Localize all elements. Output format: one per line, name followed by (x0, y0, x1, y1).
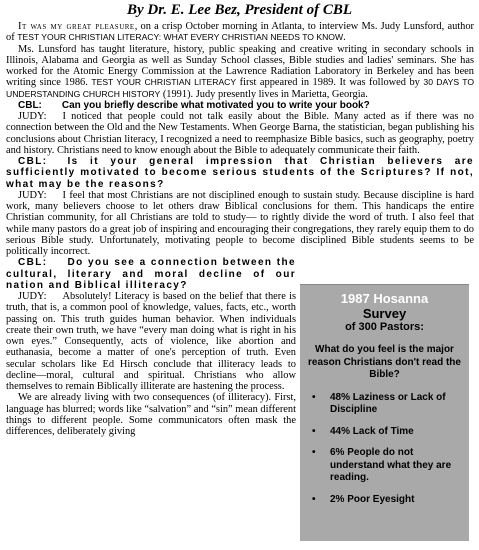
bullet-icon: • (312, 447, 316, 458)
book-title: TEST YOUR CHRISTIAN LITERACY: WHAT EVERY CHRISTIAN NEEDS TO KNOW (17, 32, 344, 43)
survey-sidebar (300, 284, 469, 541)
survey-result-item: • 6% People do not understand what they are reading. (312, 447, 452, 483)
bullet-icon: • (312, 493, 316, 505)
intro-paragraph: It was my great pleasure, on a crisp October morning in Atlanta, to interview Ms. Judy Lunsford, author of TEST YOUR CHRISTIAN LITERACY: WHAT EVERY CHRISTIAN NEEDS TO KNOW. (6, 21, 475, 44)
question-3: CBL: Do you see a connection between the cultural, literary and moral decline of our nation and Biblical illiteracy? (6, 257, 296, 291)
bullet-icon: • (312, 391, 316, 403)
answer-2: JUDY: I feel that most Christians are not disciplined enough to sustain study. Because discipline is hard work, many believers choose to let others draw Biblical conclusions for them. This handicaps the entire Christian community, for all Christians are told to study— to rightly divide the word of truth. I also feel that while many pastors do a great job of inspiring and encouraging their congregations, they rarely equip them to do serious Bible study. Unfortunately, motivating people to become disciplined Bible students seems to be politically incorrect. (6, 189, 474, 257)
book-title: TEST YOUR CHRISTIAN LITERACY (91, 77, 237, 88)
survey-result-item: • 2% Poor Eyesight (312, 493, 415, 505)
survey-result-item: • 44% Lack of Time (312, 425, 414, 437)
bio-paragraph: Ms. Lunsford has taught literature, history, public speaking and creative writing in secondary schools in Illinois, Alabama and Georgia as well as Sunday School classes, Bible studies and ladies' seminars. She has worked for the Atomic Energy Commission at the Lawrence Radiation Laboratory in Berkeley and has been writing since 1986. TEST YOUR CHRISTIAN LITERACY first appeared in 1989. It was followed by 30 DAYS TO UNDERSTANDING CHURCH HISTORY (1991). Judy presently lives in Marietta, Georgia. (6, 43, 475, 100)
survey-subtitle: of 300 Pastors: (345, 321, 424, 333)
survey-title-line2: Survey (362, 306, 407, 321)
closing-paragraph: We are already living with two consequences (of illiteracy). First, language has blurred; words like “salvation” and “sin” mean different things to different people. Some communicators often mask the differences, deliberately giving (6, 392, 296, 437)
answer-2-wrap (6, 190, 474, 258)
survey-title: 1987 Hosanna (340, 291, 429, 306)
question-2: CBL: Is it your general impression that Christian believers are sufficiently motivated to become serious students of the Scriptures? If not, what may be the reasons? (6, 156, 474, 190)
survey-result-item: • 48% Laziness or Lack of Discipline (312, 391, 446, 415)
survey-results (300, 392, 469, 507)
bullet-icon: • (312, 425, 316, 437)
survey-question: What do you feel is the major reason Christians don't read the Bible? (308, 344, 461, 380)
byline: By Dr. E. Lee Bez, President of CBL (127, 2, 352, 18)
intro-lead: It was my great pleasure (18, 21, 135, 32)
book-title-2: 30 DAYS TO UNDERSTANDING CHURCH HISTORY (6, 77, 475, 99)
question-1: CBL: Can you briefly describe what motivated you to write your book? (18, 99, 370, 111)
answer-1: JUDY: I noticed that people could not talk easily about the Bible. Many acted as if there was no connection between the Old and the New Testaments. When George Barna, the statistician, began publishing his conclusions about Christian literacy, I recognized a need to reemphasize Bible basics, such as geography, poetry and history. Christians need to know enough about the Bible to adequately communicate their faith. (6, 111, 474, 156)
answer-3: JUDY: Absolutely! Literacy is based on the belief that there is truth, that is, a common pool of knowledge, values, facts, etc., worth passing on. This truth guides human behavior. When individuals create their own truth, we have “every man doing what is right in his own eyes.” Consequently, acts of violence, like abortion and euthanasia, become a matter of one's perception of truth. Even secular scholars like Ed Hirsch conclude that illiteracy leads to decline—moral, cultural and spiritual. Christians who allow themselves to remain Biblically illiterate are hastening the process. (6, 291, 296, 392)
